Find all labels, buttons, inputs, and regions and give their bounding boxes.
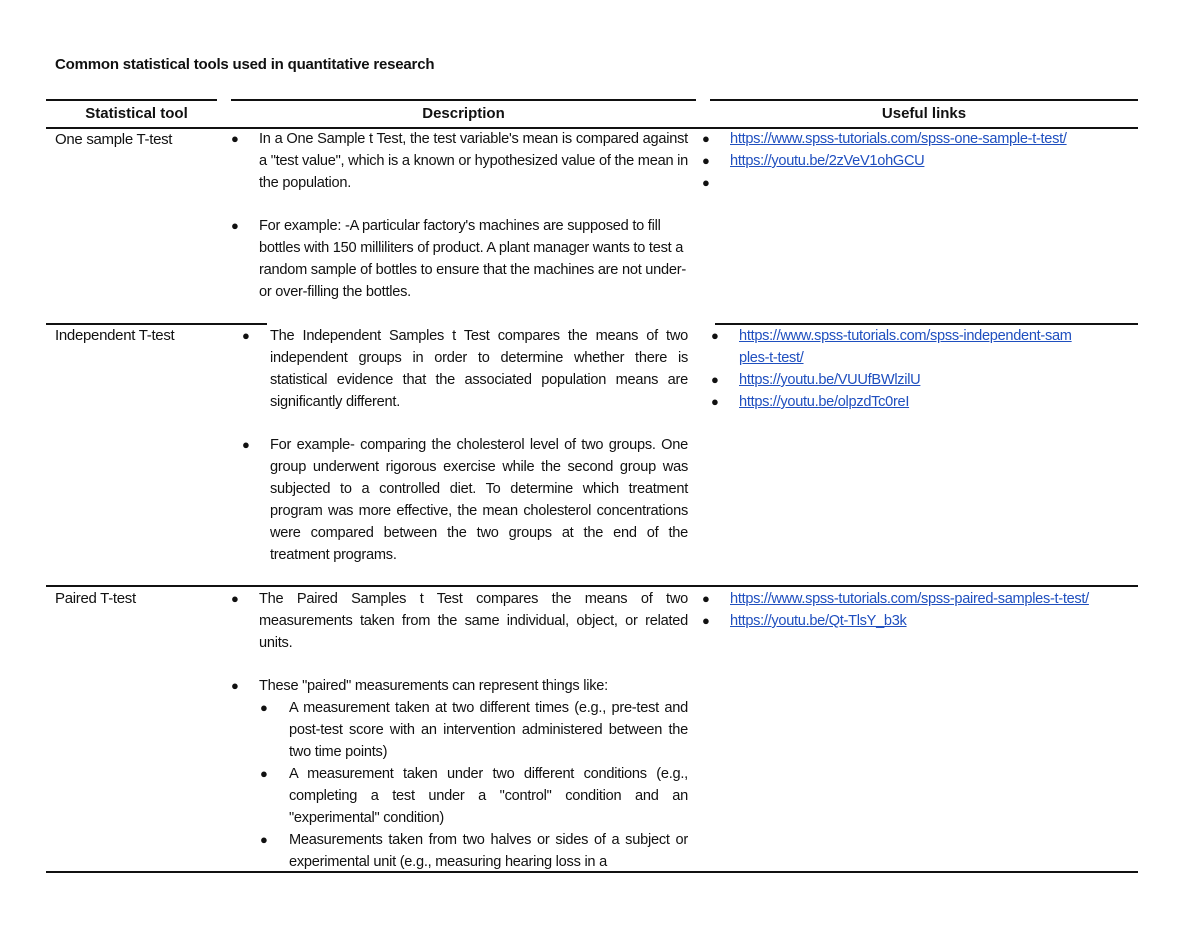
header-top-rule bbox=[231, 99, 696, 101]
link-youtube-paired[interactable]: https://youtu.be/Qt-TlsY_b3k bbox=[730, 613, 907, 629]
row-separator bbox=[46, 585, 1138, 587]
table-bottom-rule bbox=[46, 871, 1138, 873]
description-item: The Paired Samples t Test compares the means of two measurements taken from the same individual, object, or related units. bbox=[259, 591, 688, 651]
row-tool-label: Paired T-test bbox=[55, 590, 136, 607]
sub-item: A measurement taken under two different conditions (e.g., completing a test under a "control" condition and an "experimental" condition) bbox=[289, 766, 688, 826]
row-tool-label: One sample T-test bbox=[55, 131, 173, 148]
row-separator bbox=[46, 323, 267, 325]
bullet-icon: ● bbox=[711, 394, 719, 409]
header-useful-links: Useful links bbox=[881, 105, 967, 122]
description-item: These "paired" measurements can represent things like: bbox=[259, 678, 608, 694]
document-title: Common statistical tools used in quantitative research bbox=[55, 56, 435, 73]
header-description: Description bbox=[422, 105, 505, 122]
sub-item: Measurements taken from two halves or sides of a subject or experimental unit (e.g., measuring hearing loss in a bbox=[289, 832, 688, 870]
bullet-icon: ● bbox=[702, 175, 710, 190]
header-top-rule bbox=[710, 99, 1138, 101]
bullet-icon: ● bbox=[702, 591, 710, 606]
header-top-rule bbox=[46, 99, 217, 101]
description-item: For example- comparing the cholesterol level of two groups. One group underwent rigorous exercise while the second group was subjected to a controlled diet. To determine which treatment program was more effective, the mean cholesterol concentrations were compared between the two groups at the end of the treatment programs. bbox=[270, 437, 688, 563]
row-tool-label: Independent T-test bbox=[55, 327, 175, 344]
bullet-icon: ● bbox=[260, 832, 268, 847]
bullet-icon: ● bbox=[702, 613, 710, 628]
bullet-icon: ● bbox=[711, 372, 719, 387]
link-youtube-independent-2[interactable]: https://youtu.be/olpzdTc0reI bbox=[739, 394, 910, 410]
bullet-icon: ● bbox=[231, 678, 239, 693]
bullet-icon: ● bbox=[711, 328, 719, 343]
bullet-icon: ● bbox=[231, 218, 239, 233]
bullet-icon: ● bbox=[242, 437, 250, 452]
link-spss-paired[interactable]: https://www.spss-tutorials.com/spss-paired-samples-t-test/ bbox=[730, 591, 1089, 607]
link-spss-one-sample[interactable]: https://www.spss-tutorials.com/spss-one-sample-t-test/ bbox=[730, 131, 1067, 147]
bullet-icon: ● bbox=[231, 591, 239, 606]
link-spss-independent[interactable]: https://www.spss-tutorials.com/spss-independent-samples-t-test/ bbox=[739, 328, 1072, 366]
description-item: The Independent Samples t Test compares the means of two independent groups in order to determine whether there is statistical evidence that the associated population means are significantly different. bbox=[270, 328, 688, 410]
bullet-icon: ● bbox=[260, 766, 268, 781]
description-item: For example: -A particular factory's machines are supposed to fill bottles with 150 milliliters of product. A plant manager wants to test a random sample of bottles to ensure that the machines are not under- or over-filling the bottles. bbox=[259, 218, 686, 300]
bullet-icon: ● bbox=[242, 328, 250, 343]
bullet-icon: ● bbox=[260, 700, 268, 715]
bullet-icon: ● bbox=[702, 153, 710, 168]
link-youtube-independent-1[interactable]: https://youtu.be/VUUfBWlzilU bbox=[739, 372, 921, 388]
description-item: In a One Sample t Test, the test variable's mean is compared against a "test value", which is a known or hypothesized value of the mean in the population. bbox=[259, 131, 688, 191]
link-youtube-one-sample[interactable]: https://youtu.be/2zVeV1ohGCU bbox=[730, 153, 925, 169]
bullet-icon: ● bbox=[702, 131, 710, 146]
header-statistical-tool: Statistical tool bbox=[85, 105, 188, 122]
bullet-icon: ● bbox=[231, 131, 239, 146]
sub-item: A measurement taken at two different times (e.g., pre-test and post-test score with an intervention administered between the two time points) bbox=[289, 700, 688, 760]
